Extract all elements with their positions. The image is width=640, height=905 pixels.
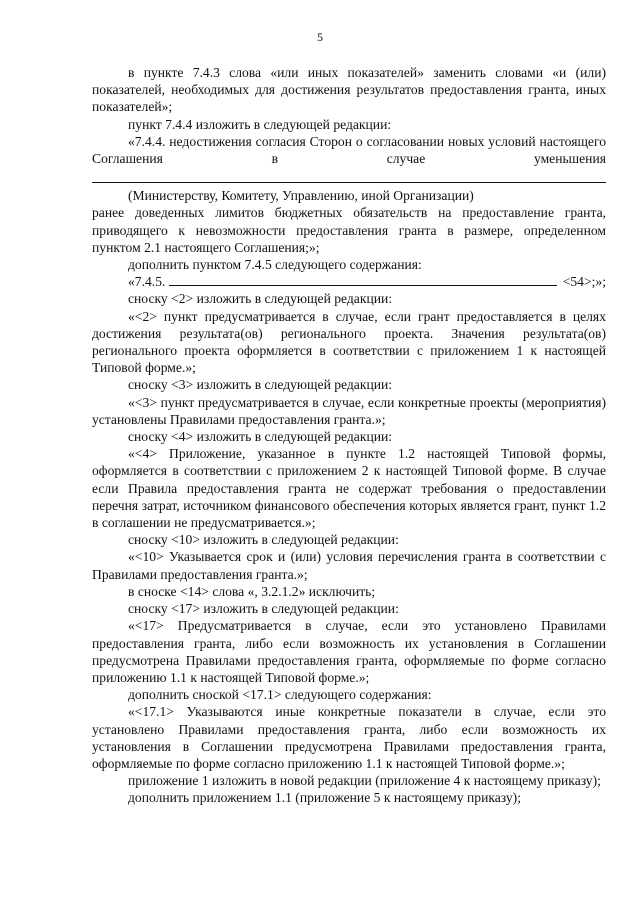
paragraph-7-4-4-continuation: ранее доведенных лимитов бюджетных обязательств на предоставление гранта, приводящего к невозможности предоставления гранта в размере, определенном пунктом 2.1 настоящего Соглашения;»;: [92, 205, 606, 255]
appendix-1-1-addition: дополнить приложением 1.1 (приложение 5 к настоящему приказу);: [128, 790, 521, 806]
footnote-17-1-intro: дополнить сноской <17.1> следующего содержания:: [128, 687, 432, 703]
footnote-2-text: «<2> пункт предусматривается в случае, если грант предоставляется в целях достижения результата(ов) регионального проекта. Значения результата(ов) регионального проекта оформляется в соответствии с приложением 1 к настоящей Типовой форме.»;: [92, 308, 606, 376]
paragraph-7-4-5-text: [92, 273, 606, 290]
footnote-14-change: в сноске <14> слова «, 3.2.1.2» исключить;: [128, 583, 376, 599]
footnote-10-text: «<10> Указывается срок и (или) условия перечисления гранта в соответствии с Правилами предоставления гранта.»;: [92, 549, 606, 582]
paragraph-7-4-3: в пункте 7.4.3 слова «или иных показателей» заменить словами «и (или) показателей, необходимых для достижения результатов предоставления гранта, иных показателей»;: [92, 65, 606, 115]
footnote-10-intro: сноску <10> изложить в следующей редакции:: [128, 532, 399, 548]
paragraph-7-4-5-prefix: «7.4.5.: [128, 274, 166, 290]
appendix-1-change: приложение 1 изложить в новой редакции (приложение 4 к настоящему приказу);: [128, 773, 601, 789]
footnote-17-1-text: «<17.1> Указываются иные конкретные показатели в случае, если это установлено Правилами предоставления гранта, либо если возможность их установления в Соглашении предусмотрена Правилами предоставления гранта, оформляемые по форме согласно приложению 1.1 к настоящей Типовой форме.»;: [92, 704, 606, 771]
footnote-4-text: «<4> Приложение, указанное в пункте 1.2 настоящей Типовой формы, оформляется в соответствии с приложением 2 к настоящей Типовой форме. В случае если Правила предоставления гранта не содержат требования о предоставлении перечня затрат, источником финансового обеспечения которых является грант, пункт 1.2 в соглашении не предусматривается.»;: [92, 446, 606, 531]
paragraph-7-4-5-suffix: <54>;»;: [562, 274, 606, 290]
footnote-3-intro: сноску <3> изложить в следующей редакции:: [128, 377, 393, 393]
footnote-17-text: «<17> Предусматривается в случае, если это установлено Правилами предоставления гранта, либо если возможность их установления в Соглашении предусмотрена Правилами предоставления гранта, оформляемые по форме согласно приложению 1.1 к настоящей Типовой форме.»;: [92, 618, 606, 685]
page-number: 5: [317, 30, 323, 44]
paragraph-7-4-4-text: «7.4.4. недостижения согласия Сторон о согласовании новых условий настоящего Соглашения в случае уменьшения: [92, 133, 606, 167]
document-body: [92, 64, 606, 807]
blank-fill-line-7-4-5: [169, 273, 556, 286]
footnote-4-intro: сноску <4> изложить в следующей редакции:: [128, 429, 393, 445]
footnote-17-intro: сноску <17> изложить в следующей редакции:: [128, 601, 399, 617]
footnote-2-intro: сноску <2> изложить в следующей редакции:: [128, 291, 393, 307]
paragraph-7-4-5-intro: дополнить пунктом 7.4.5 следующего содержания:: [128, 257, 422, 273]
paragraph-7-4-4-intro: пункт 7.4.4 изложить в следующей редакции:: [128, 116, 392, 132]
footnote-3-text: «<3> пункт предусматривается в случае, если конкретные проекты (мероприятия) установлены Правилами предоставления гранта.»;: [92, 394, 606, 427]
fill-line-caption: (Министерству, Комитету, Управлению, иной Организации): [128, 188, 474, 204]
blank-fill-line-organization: [92, 167, 606, 183]
